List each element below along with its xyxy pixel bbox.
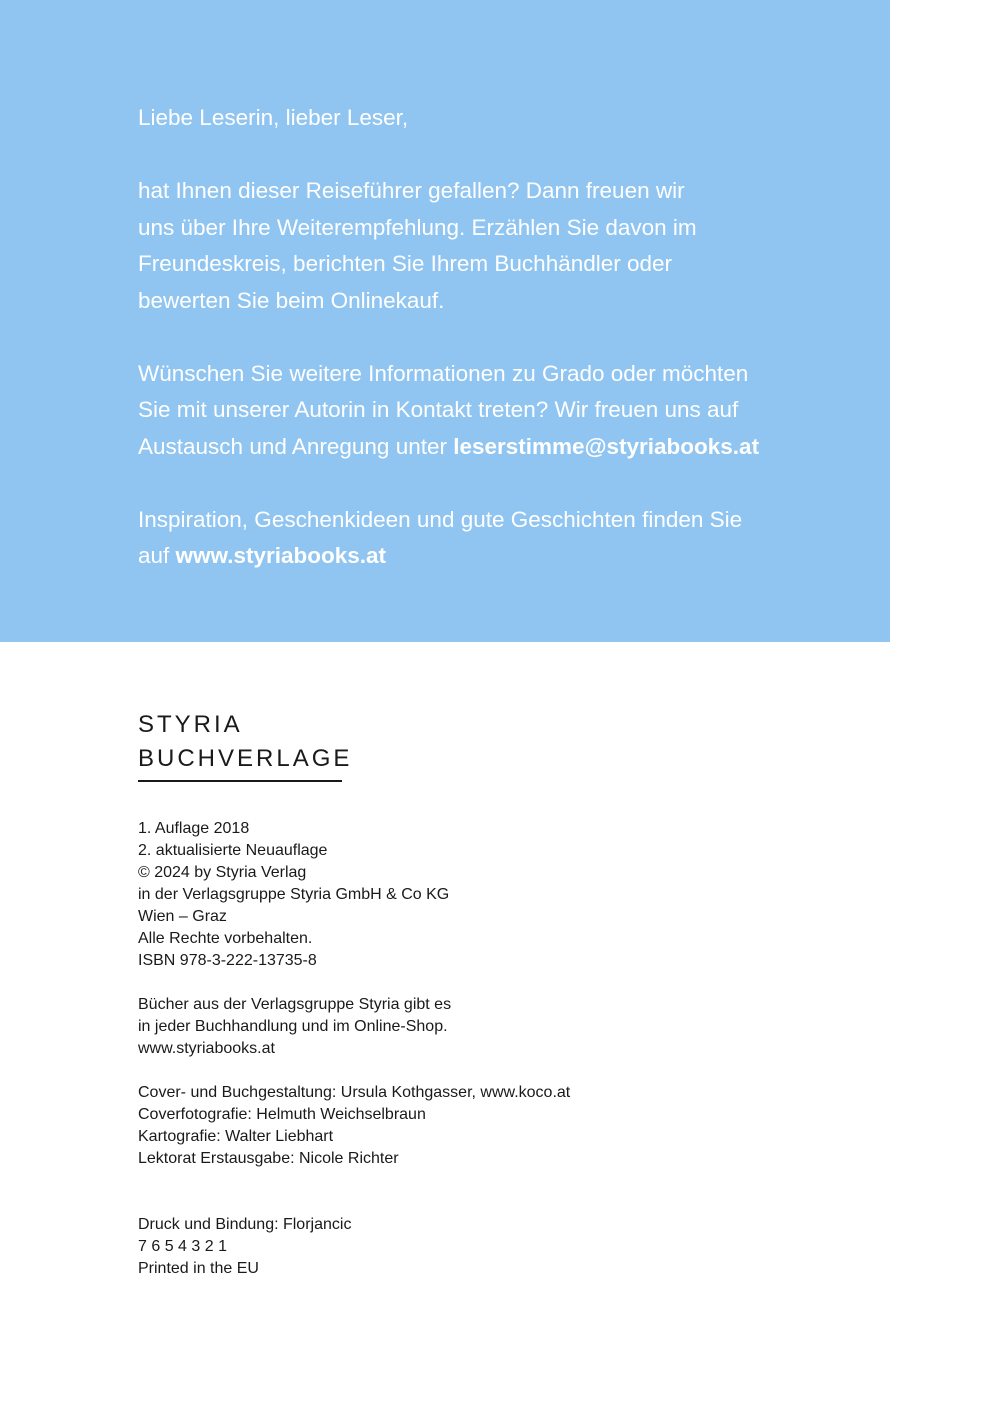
imprint-website[interactable]: www.styriabooks.at <box>138 1040 275 1057</box>
imprint-line: © 2024 by Styria Verlag <box>138 864 307 881</box>
print-origin: Printed in the EU <box>138 1260 259 1277</box>
logo-line-styria: STYRIA <box>138 711 243 738</box>
imprint-line: Kartografie: Walter Liebhart <box>138 1128 334 1145</box>
imprint <box>138 818 570 1302</box>
printer-line: Druck und Bindung: Florjancic <box>138 1216 352 1233</box>
imprint-line: Wien – Graz <box>138 908 227 925</box>
letter-paragraph-recommendation <box>138 173 828 319</box>
imprint-line: in jeder Buchhandlung und im Online-Shop. <box>138 1018 448 1035</box>
imprint-line: Bücher aus der Verlagsgruppe Styria gibt es <box>138 996 452 1013</box>
letter-line: Inspiration, Geschenkideen und gute Geschichten finden Sie <box>138 506 743 532</box>
imprint-line: in der Verlagsgruppe Styria GmbH & Co KG <box>138 886 450 903</box>
imprint-line: 1. Auflage 2018 <box>138 820 250 837</box>
letter-line: Austausch und Anregung unter <box>138 433 454 459</box>
imprint-line: Cover- und Buchgestaltung: Ursula Kothgasser, www.koco.at <box>138 1084 571 1101</box>
letter-line: hat Ihnen dieser Reiseführer gefallen? Dann freuen wir <box>138 178 685 203</box>
letter-paragraph-contact <box>138 356 828 466</box>
contact-email[interactable]: leserstimme@styriabooks.at <box>453 433 760 459</box>
print-run-line: 7 6 5 4 3 2 1 <box>138 1238 227 1255</box>
letter-line: uns über Ihre Weiterempfehlung. Erzählen Sie davon im <box>138 214 697 240</box>
imprint-availability <box>138 994 570 1060</box>
letter-greeting: Liebe Leserin, lieber Leser, <box>138 105 409 130</box>
isbn: ISBN 978-3-222-13735-8 <box>138 952 317 969</box>
imprint-line: Alle Rechte vorbehalten. <box>138 930 313 947</box>
imprint-line: Coverfotografie: Helmuth Weichselbraun <box>138 1106 426 1123</box>
letter-panel <box>0 0 890 642</box>
publisher-logo <box>138 708 352 776</box>
imprint-line: 2. aktualisierte Neuauflage <box>138 842 328 859</box>
imprint-printing <box>138 1214 570 1280</box>
letter-paragraph-website <box>138 502 828 575</box>
reader-letter <box>138 100 828 611</box>
letter-line: Freundeskreis, berichten Sie Ihrem Buchhändler oder <box>138 251 673 276</box>
imprint-line: Lektorat Erstausgabe: Nicole Richter <box>138 1150 399 1167</box>
letter-line: Wünschen Sie weitere Informationen zu Grado oder möchten <box>138 360 749 386</box>
website-link[interactable]: www.styriabooks.at <box>175 543 387 568</box>
letter-line: auf <box>138 543 176 568</box>
logo-line-buchverlage: BUCHVERLAGE <box>138 745 353 772</box>
letter-line: bewerten Sie beim Onlinekauf. <box>138 287 445 313</box>
imprint-edition <box>138 818 570 972</box>
letter-line: Sie mit unserer Autorin in Kontakt treten? Wir freuen uns auf <box>138 397 739 422</box>
logo-underline <box>138 780 342 782</box>
imprint-credits <box>138 1082 570 1170</box>
